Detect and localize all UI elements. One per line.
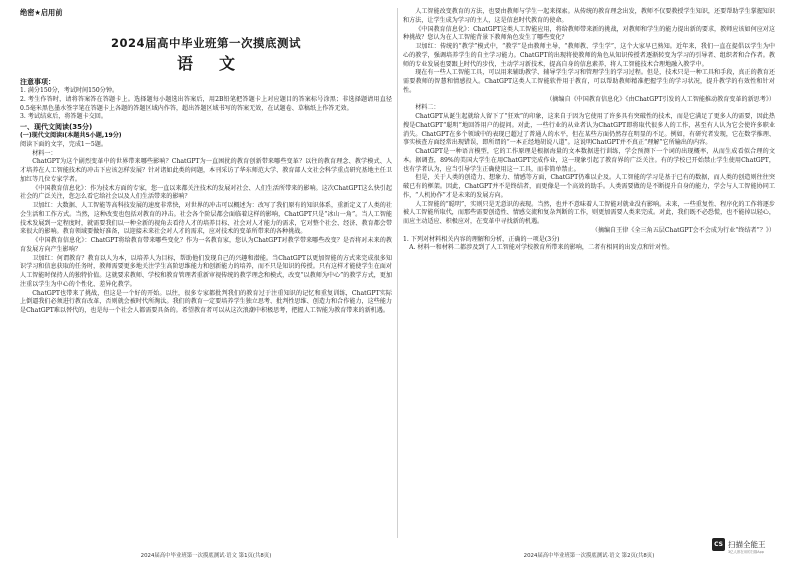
right-body	[403, 8, 775, 253]
left-page	[20, 6, 392, 534]
right-page	[403, 6, 775, 534]
scanner-app-name: 扫描全能王	[728, 540, 766, 549]
passage-paragraph: 但是，关于人类的创造力、想象力、情感等方面，ChatGPT仍难以企及。人工智能的学习是基于已有的数据，而人类的创造则往往突破已有的框架。因此，ChatGPT并不是终结者，而更像是一个高效的助手。人类需要做的是不断提升自身的能力，学会与人工智能协同工作，“人机协作”才是未来的发展方向。	[403, 174, 775, 199]
question-stem: 1. 下列对材料相关内容的理解和分析，正确的一项是(3分)	[403, 235, 560, 243]
section-heading: 一、现代文阅读(35分)	[20, 123, 93, 131]
passage-paragraph: ChatGPT是一种语言模型，它的工作原理是根据海量的文本数据进行训练，学会预测下一个词的出现概率，从而生成看似合理的文本。据调查，89%的美国大学生在用ChatGPT完成作业，这一现象引起了教育界的广泛关注。有的学校已开始禁止学生使用ChatGPT，也有学者认为，应当引导学生正确使用这一工具，而非简单禁止。	[403, 148, 775, 173]
passage-paragraph: 卫加红：何谓教育？教育以人为本，以培养人为目标，帮助他们发现自己的兴趣和潜能。当ChatGPT以更加智能的方式来完成很多知识学习和信息获取的任务时，教师需要更多地关注学生高阶思维能力和创新能力的培养，而不只是知识的传授。只有这样才能使学生在面对人工智能时保持人的独特价值。这就要求教师、学校和教育管理者重新审视传统的教学理念和模式，改变“以教师为中心”的教学方式，更加注重以学生为中心的个性化、差异化教学。	[20, 254, 392, 288]
passage-paragraph: 《中国教育信息化》：ChatGPT将给教育带来哪些变化？作为一名教育家，您认为ChatGPT对教学带来哪些改变？是否将对未来的教育发展方向产生影响？	[20, 237, 392, 253]
passage-paragraph: 现在有一些人工智能工具，可以用来辅助教学、辅导学生学习和管理学生的学习过程。但是，技术只是一种工具和手段，真正的教育还需要教师的智慧和情感投入。ChatGPT这类人工智能软件用于教育，可以帮助教师精准把握学生的学习状况，提升教学的有效性和针对性。	[403, 69, 775, 94]
camscanner-logo-icon: CS	[712, 538, 725, 551]
passage-paragraph: 人工智能的“聪明”，实则只是无意识的表现。当然，也并不意味着人工智能对就业没有影响。未来，一些重复性、程序化的工作将逐步被人工智能所取代，而那些需要创造性、情感交流和复杂判断的工作，则更加需要人类来完成。对此，我们既不必恐慌，也不能掉以轻心，而应主动适应、积极应对，在变革中寻找新的机遇。	[403, 200, 775, 225]
reading-instruction: 阅读下面的文字，完成1～5题。	[20, 140, 107, 148]
question-option: A. 材料一和材料二都涉及到了人工智能对学校教育所带来的影响，二者有相同的出发点和针对性。	[409, 244, 674, 252]
notice-item: 3. 考试结束后，将答题卡交回。	[20, 113, 107, 121]
notice-item: 2. 考生作答时，请将答案答在答题卡上。选择题每小题选出答案后，用2B铅笔把答题卡上对应题目的答案标号涂黑；非选择题请用直径0.5毫米黑色墨水签字笔在答题卡上各题的答题区域内作答，超出答题区域书写的答案无效，在试题卷、草稿纸上作答无效。	[20, 95, 392, 112]
scanner-app-slogan: 3亿人都在用的扫描App	[728, 550, 764, 554]
page-divider	[397, 8, 398, 538]
passage-paragraph: 卫加红：传统的“教学”模式中，“教学”是由教师主导，“教师教、学生学”，这个大家早已熟知。近年来，我们一直在提倡以学生为中心的教学，强调培养学生的自主学习能力。ChatGPT的出现将使教师的角色从知识传授者逐渐转变为学习的引导者、组织者和合作者。教师的专业发展也要跟上时代的步伐，主动学习新技术，提高自身的信息素养，将人工智能技术合理地融入教学中。	[403, 43, 775, 68]
left-page-footer: 2024届高中毕业班第一次摸底测试·语文 第1页(共8页)	[140, 553, 272, 559]
material-label: 材料一：	[32, 149, 57, 157]
material-label: 材料二：	[415, 104, 440, 112]
subject-title: 语文	[176, 54, 261, 73]
left-body	[20, 77, 392, 316]
passage-paragraph: ChatGPT为这个剧烈变革中的世界带来哪些影响？ChatGPT为一直困扰的教育创新带来哪些变革？以往的教育理念、教学模式、人才培养在人工智能技术的冲击下应该怎样发展？针对诸如此类的问题，本刊采访了华东师范大学、教育部人文社会科学重点研究基地主任卫加红等几位专家学者。	[20, 158, 392, 183]
notice-item: 1. 满分150分，考试时间150分钟。	[20, 87, 119, 94]
scanner-badge	[712, 536, 792, 558]
right-page-footer: 2024届高中毕业班第一次摸底测试·语文 第2页(共8页)	[523, 553, 655, 559]
confidential-mark: 绝密★启用前	[20, 8, 63, 17]
source-citation: （摘编自《中国教育信息化》《由ChatGPT引发的人工智能推动教育变革的新思考》）	[546, 95, 775, 103]
passage-paragraph: 人工智能改变教育的方法，也要由教师与学生一起来探索。从传统的教育理念出发，教师不仅要教授学生知识，还要帮助学生掌握知识和方法，让学生成为学习的主人，这是信息时代教育的使命。	[403, 8, 775, 24]
exam-title: 2024届高中毕业班第一次摸底测试	[110, 36, 301, 50]
passage-paragraph: 卫加红：大数据、人工智能等高科技发展的速度非常快，对世界的冲击可以概述为：改写了我们原有的知识体系，重新定义了人类的社会生活和工作方式。当然，这种改变也包括对教育的冲击。社会各个阶层都会面临着这样的影响，ChatGPT只是“冰山一角”。当人工智能技术发展到一定程度时，就需要我们以一种全新的视角去看待人才的培养目标、社会对人才能力的需求，它对整个社会、经济、教育都会带来很大的影响。教育领域要做好准备，以迎接未来社会对人才的需求，应对技术的变革所带来的各种挑战。	[20, 202, 392, 236]
subsection-heading: (一)现代文阅读Ⅰ(本题共5小题,19分)	[20, 132, 122, 139]
passage-paragraph: 《中国教育信息化》：ChatGPT这类人工智能应用，将给教师带来新的挑战，对教师和学生的能力提出新的要求，教师应该如何应对这种挑战？您认为在人工智能背景下教师角色发生了哪些变化？	[403, 25, 775, 42]
passage-paragraph: ChatGPT也带来了挑战，但这是一个好的开始。以往，很多专家都批判我们的教育过于注重知识的记忆和重复训练，ChatGPT实际上倒逼我们必须进行教育改革，否则就会被时代所淘汰。我们的教育一定要培养学生独立思考、批判性思维、创造力和合作能力，这些能力是ChatGPT难以替代的，也是每一个社会人都需要具备的。希望教育者可以从这次浪潮中积极思考，把握人工智能为教育带来的新机遇。	[20, 289, 392, 314]
notice-heading: 注意事项：	[20, 78, 55, 86]
passage-paragraph: ChatGPT从诞生起就给人留下了“狂欢”的印象，这来自于因为它使用了许多具有突破性的技术，而是它满足了更多人的需要，因此热搜是ChatGPT“聪明”地回答用户的提问。对此，一些行业的从业者认为ChatGPT即将取代很多人的工作，甚至有人认为它会使许多职业消失。ChatGPT在多个领域中的表现已超过了普通人的水平，但在某些方面仍然存在明显的不足。例如，有研究者发现，它在数学推理、事实核查方面经常出现错误，即所谓的“一本正经地胡说八道”。这说明ChatGPT并不真正“理解”它所输出的内容。	[403, 113, 775, 147]
source-citation: （摘编自王律《全三角五层ChatGPT会不会成为行业“终结者”？》）	[591, 226, 775, 234]
passage-paragraph: 《中国教育信息化》：作为技术方面的专家，您一直以来都关注技术的发展对社会、人们生活所带来的影响。这次ChatGPT这么快引起社会的广泛关注，您怎么看它给社会以及人们生活带来的影响？	[20, 184, 392, 201]
